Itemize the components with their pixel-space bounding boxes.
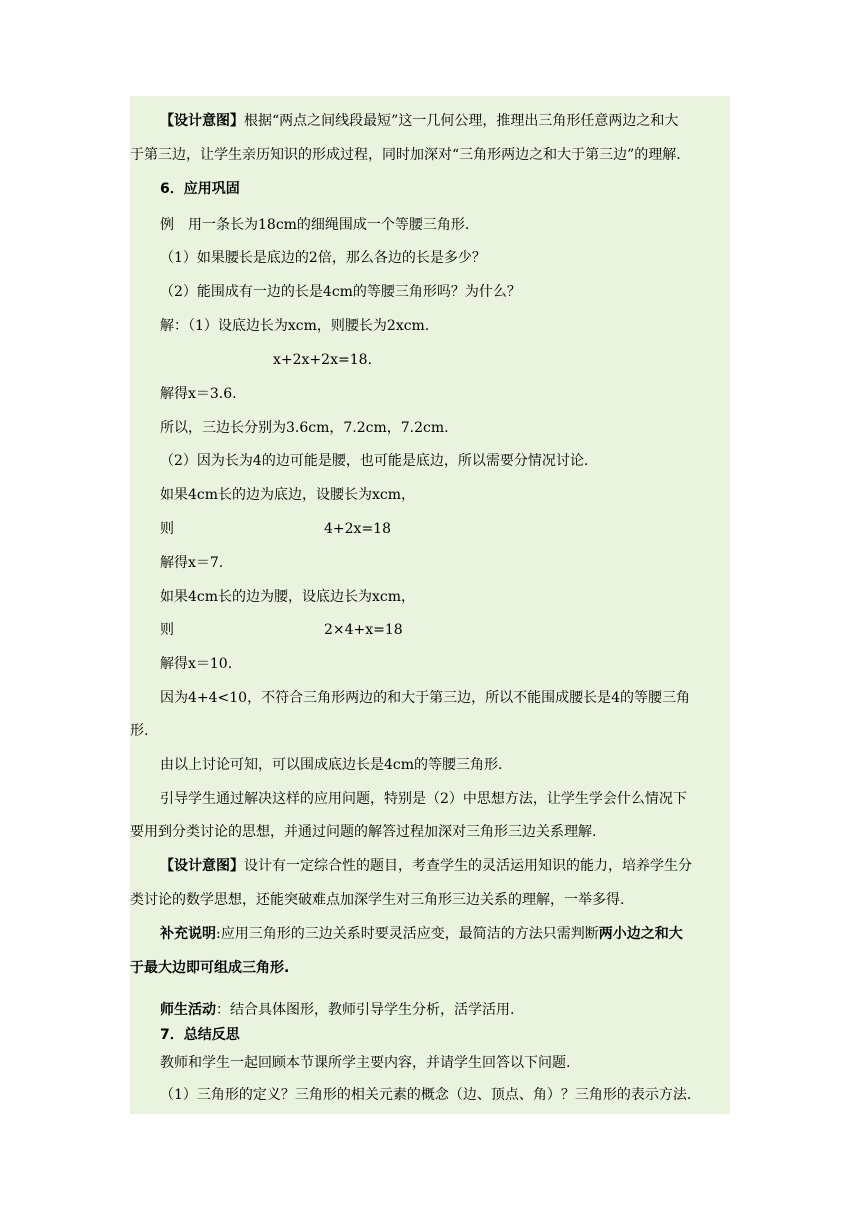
design-intent-text: 根据“两点之间线段最短”这一几何公理，推理出三角形任意两边之和大 bbox=[244, 113, 679, 129]
solution-line: 解得x＝7. bbox=[160, 555, 224, 571]
solution-line: 因为4+4<10，不符合三角形两边的和大于第三边，所以不能围成腰长是4的等腰三角 bbox=[160, 690, 690, 706]
solution-line: 解：（1）设底边长为xcm，则腰长为2xcm. bbox=[160, 318, 430, 334]
supplement-text: :应用三角形的三边关系时要灵活应变，最简洁的方法只需判断 bbox=[216, 926, 599, 942]
solution-line: 则 bbox=[160, 521, 174, 537]
example-question-1: （1）如果腰长是底边的2倍，那么各边的长是多少？ bbox=[160, 250, 486, 266]
supplement-emphasis: 两小边之和大 bbox=[598, 926, 683, 942]
activity-text: ：结合具体图形，教师引导学生分析，活学活用. bbox=[216, 1002, 515, 1018]
guidance-line: 引导学生通过解决这样的应用问题，特别是（2）中思想方法，让学生学会什么情况下 bbox=[160, 791, 687, 807]
solution-line: 由以上讨论可知，可以围成底边长是4cm的等腰三角形. bbox=[160, 757, 503, 773]
section-heading: 7．总结反思 bbox=[160, 1027, 240, 1043]
summary-question-1: （1）三角形的定义？三角形的相关元素的概念（边、顶点、角）？三角形的表示方法. bbox=[160, 1087, 692, 1103]
section-heading: 6．应用巩固 bbox=[160, 181, 240, 197]
example-question-2: （2）能围成有一边的长是4cm的等腰三角形吗？为什么？ bbox=[160, 284, 521, 300]
example-title: 例 用一条长为18cm的细绳围成一个等腰三角形. bbox=[160, 217, 470, 233]
design-intent-text-line: 类讨论的数学思想，还能突破难点加深学生对三角形三边关系的理解，一举多得. bbox=[130, 892, 625, 908]
solution-line: 如果4cm长的边为底边，设腰长为xcm， bbox=[160, 487, 416, 503]
solution-equation: x+2x+2x=18. bbox=[273, 352, 372, 368]
solution-line: 形. bbox=[130, 723, 149, 739]
solution-line: 如果4cm长的边为腰，设底边长为xcm， bbox=[160, 589, 416, 605]
summary-intro: 教师和学生一起回顾本节课所学主要内容，并请学生回答以下问题. bbox=[160, 1055, 571, 1071]
design-intent-paragraph bbox=[160, 111, 678, 131]
activity-label: 师生活动 bbox=[160, 1002, 216, 1018]
design-intent-text-line: 于第三边，让学生亲历知识的形成过程，同时加深对“三角形两边之和大于第三边”的理解. bbox=[130, 147, 681, 163]
guidance-line: 要用到分类讨论的思想，并通过问题的解答过程加深对三角形三边关系理解. bbox=[130, 824, 597, 840]
solution-line: 解得x＝10. bbox=[160, 656, 233, 672]
design-intent-paragraph bbox=[160, 856, 692, 876]
supplement-emphasis-line: 于最大边即可组成三角形. bbox=[130, 960, 290, 976]
design-intent-label: 【设计意图】 bbox=[160, 113, 244, 129]
supplement-label: 补充说明 bbox=[160, 926, 216, 942]
solution-line: 则 bbox=[160, 622, 174, 638]
design-intent-text: 设计有一定综合性的题目，考查学生的灵活运用知识的能力，培养学生分 bbox=[244, 858, 692, 874]
solution-equation: 4+2x=18 bbox=[324, 521, 391, 537]
solution-line: （2）因为长为4的边可能是腰，也可能是底边，所以需要分情况讨论. bbox=[160, 453, 589, 469]
solution-line: 解得x＝3.6. bbox=[160, 386, 237, 402]
design-intent-label: 【设计意图】 bbox=[160, 858, 244, 874]
solution-equation: 2×4+x=18 bbox=[324, 622, 403, 638]
solution-line: 所以，三边长分别为3.6cm，7.2cm，7.2cm. bbox=[160, 420, 449, 436]
supplement-paragraph bbox=[160, 924, 683, 944]
activity-paragraph bbox=[160, 1000, 514, 1020]
